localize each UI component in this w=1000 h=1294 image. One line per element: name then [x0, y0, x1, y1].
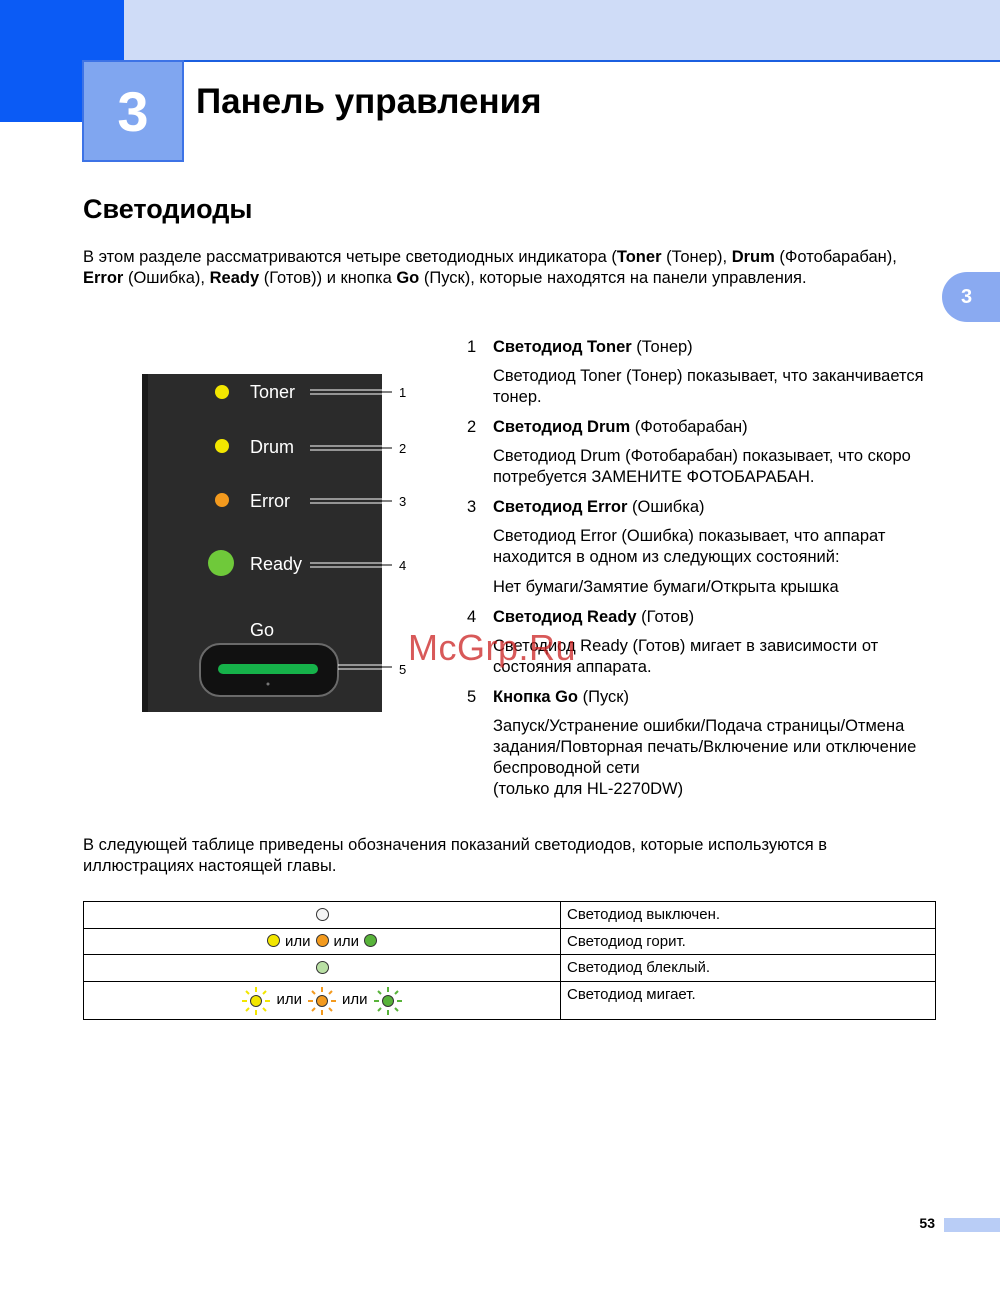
ready-led-icon: [208, 550, 234, 576]
led-on-yellow-icon: [267, 934, 280, 947]
go-button-dot: [267, 683, 270, 686]
panel-label-go: Go: [250, 620, 275, 640]
led-blink-green-icon: [373, 986, 403, 1016]
led-dim-icon: [316, 961, 329, 974]
section-title: Светодиоды: [83, 194, 253, 224]
led-off-icon: [316, 908, 329, 921]
callout-2: 2: [399, 441, 407, 456]
panel-edge: [142, 374, 148, 712]
list-item: 1 Светодиод Toner (Тонер) Светодиод Toner (Тонер) показывает, что заканчивается тонер.: [467, 338, 924, 406]
callout-4: 4: [399, 558, 407, 573]
list-item: 5 Кнопка Go (Пуск) Запуск/Устранение ошибки/Подача страницы/Отмена задания/Повторная печать/Включение или отключение беспроводной сети (только для HL-2270DW): [467, 688, 917, 798]
table-row: или или Светодиод горит.: [84, 929, 936, 955]
panel-label-error: Error: [250, 491, 290, 511]
chapter-number-box: [82, 60, 184, 162]
panel-label-drum: Drum: [250, 437, 294, 457]
led-blink-orange-icon: [307, 986, 337, 1016]
callout-leaders: [382, 392, 392, 667]
callout-5: 5: [399, 662, 407, 677]
led-on-orange-icon: [316, 934, 329, 947]
error-led-icon: [215, 493, 229, 507]
page-number: 53: [919, 1215, 935, 1231]
side-tab-label: 3: [961, 285, 973, 308]
watermark: McGrp.Ru: [408, 627, 577, 668]
table-row: Светодиод выключен.: [84, 902, 936, 929]
go-button-light: [218, 664, 318, 674]
chapter-number: 3: [117, 79, 149, 143]
drum-led-icon: [215, 439, 229, 453]
led-description-list: [467, 337, 937, 809]
table-row: Светодиод блеклый.: [84, 955, 936, 982]
panel-label-ready: Ready: [250, 554, 303, 574]
toner-led-icon: [215, 385, 229, 399]
chapter-side-tab[interactable]: [942, 272, 1000, 322]
legend-intro: В следующей таблице приведены обозначения показаний светодиодов, которые используются в иллюстрациях настоящей главы.: [83, 836, 827, 875]
table-row: или или Светодиод мигает.: [84, 982, 936, 1020]
chapter-title: Панель управления: [196, 82, 542, 121]
callout-3: 3: [399, 494, 407, 509]
list-item: 2 Светодиод Drum (Фотобарабан) Светодиод Drum (Фотобарабан) показывает, что скоро потребуется ЗАМЕНИТЕ ФОТОБАРАБАН.: [467, 418, 911, 486]
page-number-bar: [944, 1218, 1000, 1232]
callout-1: 1: [399, 385, 407, 400]
led-on-green-icon: [364, 934, 377, 947]
panel-label-toner: Toner: [250, 382, 296, 402]
header-band: [0, 0, 1000, 62]
list-item: 4 Светодиод Ready (Готов) Светодиод Ready (Готов) мигает в зависимости от состояния аппарата.: [467, 608, 879, 676]
control-panel-illustration: [142, 370, 424, 716]
led-blink-yellow-icon: [241, 986, 271, 1016]
intro-paragraph: В этом разделе рассматриваются четыре светодиодных индикатора (Toner (Тонер), Drum (Фотобарабан), Error (Ошибка), Ready (Готов)) и кнопка Go (Пуск), которые находятся на панели управления.: [83, 248, 897, 287]
led-legend-table: [83, 901, 936, 1020]
list-item: 3 Светодиод Error (Ошибка) Светодиод Error (Ошибка) показывает, что аппарат находится в одном из следующих состояний: Нет бумаги/Замятие бумаги/Открыта крышка: [467, 498, 886, 596]
